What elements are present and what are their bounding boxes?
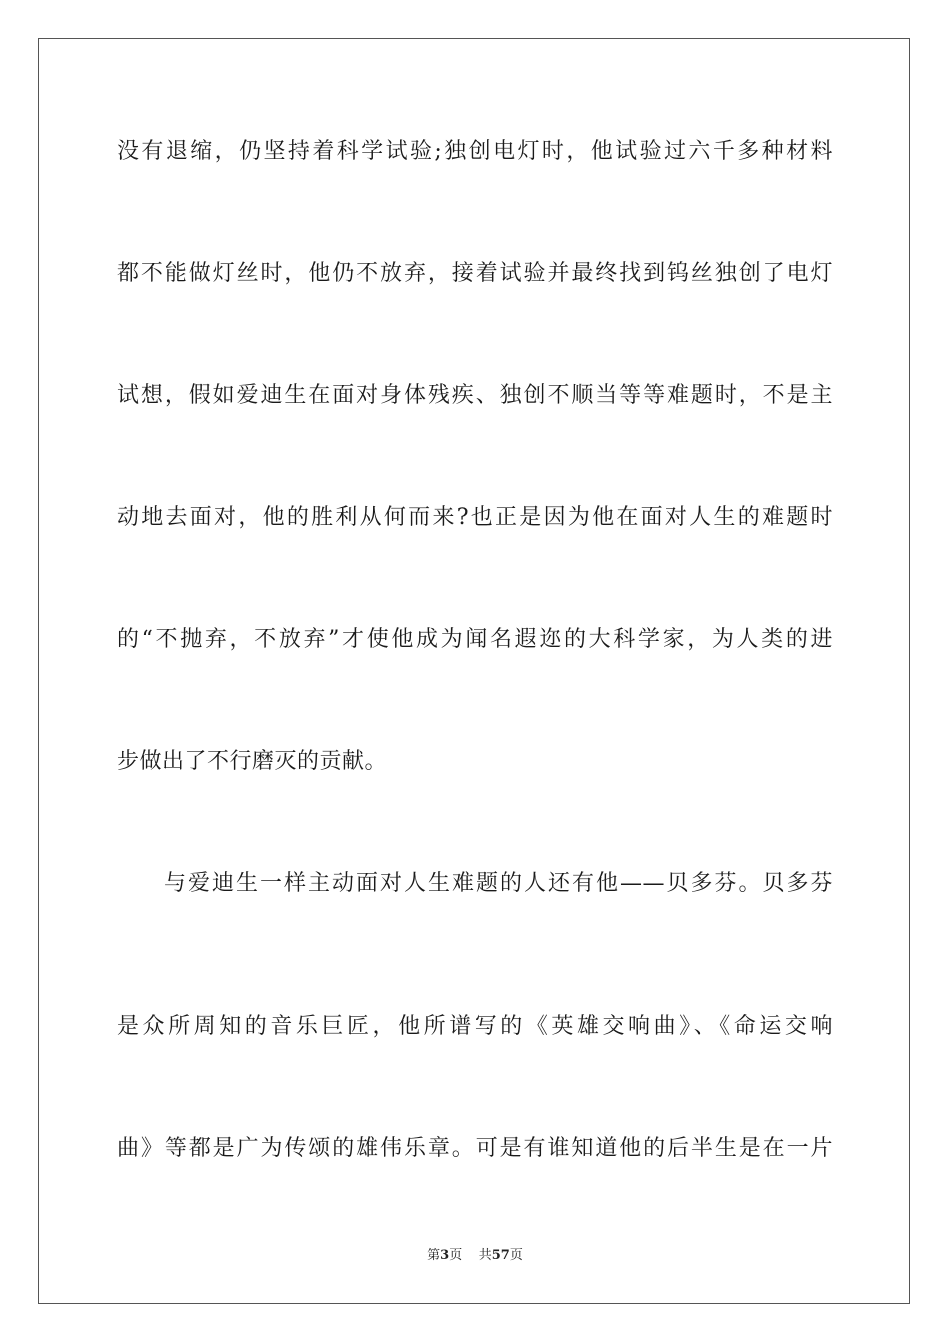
page-border <box>38 38 910 1304</box>
total-pages: 57 <box>491 1248 510 1263</box>
body-line-7: 与爱迪生一样主动面对人生难题的人还有他——贝多芬。贝多芬 <box>164 871 833 896</box>
page-number: 3 <box>440 1248 450 1263</box>
body-line-4: 动地去面对，他的胜利从何而来?也正是因为他在面对人生的难题时 <box>117 505 833 530</box>
body-line-6: 步做出了不行磨灭的贡献。 <box>117 749 388 774</box>
body-line-9: 曲》等都是广为传颂的雄伟乐章。可是有谁知道他的后半生是在一片 <box>117 1136 833 1161</box>
page-suffix: 页 <box>449 1248 463 1263</box>
body-line-8: 是众所周知的音乐巨匠，他所谱写的《英雄交响曲》、《命运交响 <box>117 1014 833 1039</box>
body-line-1: 没有退缩，仍坚持着科学试验;独创电灯时，他试验过六千多种材料 <box>117 139 833 164</box>
total-suffix: 页 <box>509 1248 523 1263</box>
body-line-3: 试想，假如爱迪生在面对身体残疾、独创不顺当等等难题时，不是主 <box>117 383 833 408</box>
total-prefix: 共 <box>478 1248 492 1263</box>
page-prefix: 第 <box>427 1248 441 1263</box>
page-footer <box>0 1247 950 1265</box>
body-line-5: 的“不抛弃，不放弃”才使他成为闻名遐迩的大科学家，为人类的进 <box>117 627 833 652</box>
body-line-2: 都不能做灯丝时，他仍不放弃，接着试验并最终找到钨丝独创了电灯 <box>117 261 833 286</box>
